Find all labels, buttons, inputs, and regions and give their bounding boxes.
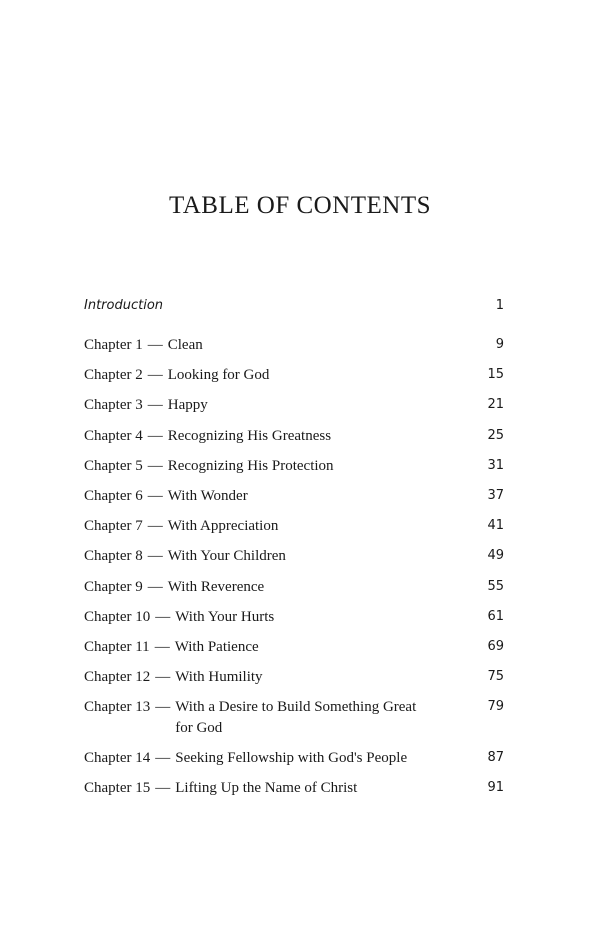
toc-page-number: 41 bbox=[487, 518, 504, 534]
em-dash: — bbox=[155, 780, 171, 797]
toc-list bbox=[84, 296, 504, 809]
chapter-title: Clean bbox=[167, 337, 203, 353]
chapter-label: Chapter 10 bbox=[84, 608, 151, 625]
toc-page-number: 87 bbox=[487, 750, 504, 766]
chapter-title: With Appreciation bbox=[167, 518, 279, 535]
toc-entry-chapter-9 bbox=[84, 577, 504, 607]
toc-entry-text bbox=[84, 516, 278, 537]
em-dash: — bbox=[147, 518, 163, 535]
em-dash: — bbox=[147, 487, 163, 504]
toc-page-number: 69 bbox=[487, 638, 504, 654]
chapter-label: Chapter 14 bbox=[84, 750, 151, 767]
toc-page-number: 21 bbox=[487, 397, 504, 413]
toc-entry-text bbox=[84, 335, 203, 356]
toc-entry-text bbox=[84, 395, 208, 416]
toc-entry-chapter-14 bbox=[84, 748, 504, 778]
toc-entry-introduction bbox=[84, 296, 504, 316]
toc-entry-chapter-13 bbox=[84, 697, 504, 748]
toc-entry-chapter-12 bbox=[84, 667, 504, 697]
toc-entry-text bbox=[84, 607, 274, 628]
toc-page-number: 9 bbox=[495, 337, 504, 352]
toc-entry-text bbox=[84, 697, 425, 739]
chapter-title: Seeking Fellowship with God's People bbox=[175, 750, 408, 767]
em-dash: — bbox=[147, 578, 163, 595]
toc-entry-text bbox=[84, 486, 248, 507]
toc-page-number: 49 bbox=[487, 548, 504, 564]
chapter-title: With Reverence bbox=[167, 578, 265, 595]
chapter-label: Chapter 12 bbox=[84, 669, 151, 686]
toc-entry-text bbox=[84, 577, 264, 598]
toc-entry-chapter-3 bbox=[84, 395, 504, 425]
toc-entry-text bbox=[84, 778, 357, 799]
chapter-label: Chapter 4 bbox=[84, 427, 143, 444]
chapter-title: Recognizing His Protection bbox=[167, 457, 334, 474]
toc-page-number: 55 bbox=[487, 578, 504, 594]
toc-page-number: 91 bbox=[487, 780, 504, 796]
toc-page-number: 15 bbox=[487, 367, 504, 383]
em-dash: — bbox=[147, 367, 163, 384]
toc-entry-chapter-5 bbox=[84, 456, 504, 486]
em-dash: — bbox=[147, 397, 163, 414]
toc-page-number: 37 bbox=[487, 487, 504, 503]
chapter-title: With Your Hurts bbox=[175, 608, 275, 625]
chapter-title: Recognizing His Greatness bbox=[167, 427, 332, 444]
toc-page-number: 25 bbox=[487, 427, 504, 443]
toc-entry-chapter-7 bbox=[84, 516, 504, 546]
chapter-title: With Patience bbox=[174, 638, 259, 655]
toc-page-number: 31 bbox=[487, 457, 504, 473]
em-dash: — bbox=[155, 608, 171, 625]
toc-entry-chapter-15 bbox=[84, 778, 504, 808]
chapter-title: Looking for God bbox=[167, 367, 270, 384]
chapter-label: Chapter 13 bbox=[84, 699, 151, 716]
chapter-label: Chapter 6 bbox=[84, 487, 143, 504]
toc-entry-chapter-1 bbox=[84, 335, 504, 365]
em-dash: — bbox=[155, 699, 171, 716]
em-dash: — bbox=[155, 669, 171, 686]
toc-entry-text bbox=[84, 637, 259, 658]
chapter-title: With Wonder bbox=[167, 487, 248, 504]
toc-entry-chapter-11 bbox=[84, 637, 504, 667]
chapter-title: Happy bbox=[167, 397, 208, 414]
toc-entry-label: Introduction bbox=[84, 298, 164, 313]
chapter-label: Chapter 2 bbox=[84, 367, 143, 384]
toc-entry-chapter-2 bbox=[84, 365, 504, 395]
toc-entry-chapter-8 bbox=[84, 546, 504, 576]
chapter-label: Chapter 7 bbox=[84, 518, 143, 535]
chapter-label: Chapter 9 bbox=[84, 578, 143, 595]
toc-entry-chapter-4 bbox=[84, 426, 504, 456]
toc-entry-text bbox=[84, 365, 269, 386]
chapter-label: Chapter 3 bbox=[84, 397, 143, 414]
chapter-title: With a Desire to Build Something Great for God bbox=[175, 699, 417, 737]
toc-page-number: 1 bbox=[495, 298, 504, 313]
chapter-title: With Your Children bbox=[167, 548, 286, 565]
em-dash: — bbox=[147, 548, 163, 565]
chapter-label: Chapter 8 bbox=[84, 548, 143, 565]
em-dash: — bbox=[147, 457, 163, 474]
chapter-label: Chapter 5 bbox=[84, 457, 143, 474]
toc-entry-chapter-10 bbox=[84, 607, 504, 637]
toc-entry-text bbox=[84, 456, 334, 477]
em-dash: — bbox=[147, 337, 163, 353]
em-dash: — bbox=[154, 638, 170, 655]
toc-page-number: 79 bbox=[487, 699, 504, 715]
toc-page-number: 61 bbox=[487, 608, 504, 624]
chapter-label: Chapter 1 bbox=[84, 337, 143, 353]
toc-entry-text bbox=[84, 426, 331, 447]
em-dash: — bbox=[147, 427, 163, 444]
toc-entry-text bbox=[84, 546, 286, 567]
chapter-title: Lifting Up the Name of Christ bbox=[175, 780, 358, 797]
toc-entry-text bbox=[84, 748, 407, 769]
toc-page-number: 75 bbox=[487, 669, 504, 685]
em-dash: — bbox=[155, 750, 171, 767]
page-title: TABLE OF CONTENTS bbox=[168, 192, 432, 219]
chapter-label: Chapter 11 bbox=[84, 638, 150, 655]
toc-entry-chapter-6 bbox=[84, 486, 504, 516]
chapter-label: Chapter 15 bbox=[84, 780, 151, 797]
toc-entry-text bbox=[84, 667, 263, 688]
chapter-title: With Humility bbox=[175, 669, 263, 686]
